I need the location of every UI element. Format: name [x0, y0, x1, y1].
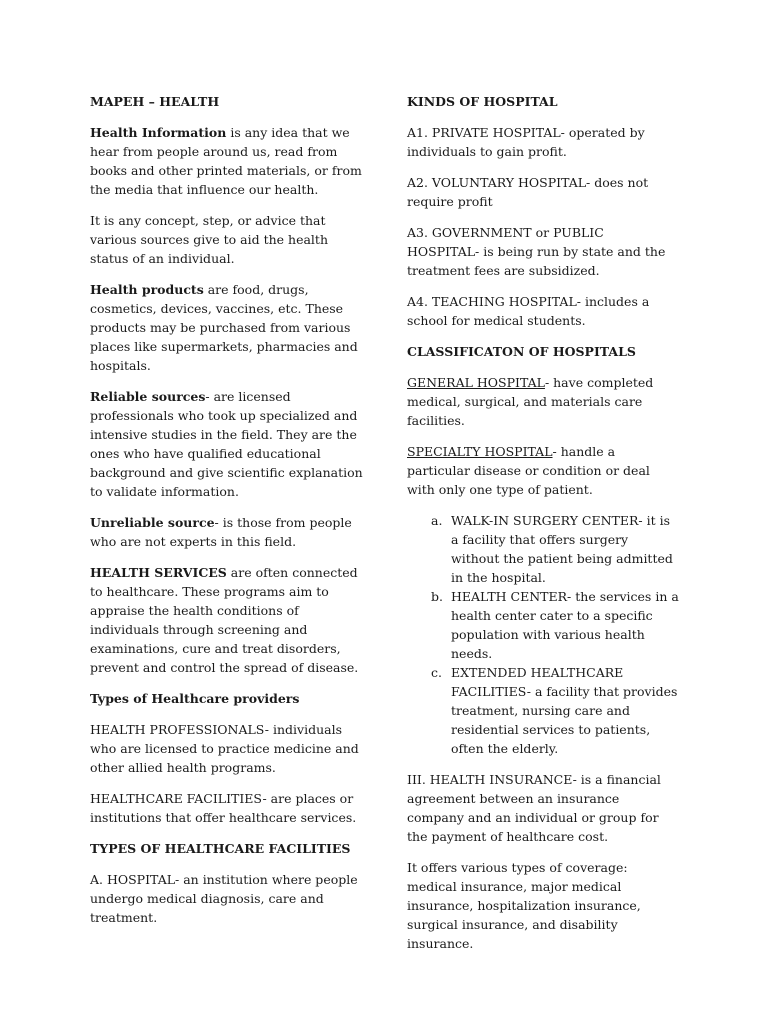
definition-text: are food, drugs, cosmetics, devices, vaccines, etc. These products may be purchased from various places like supermarkets, pharmacies and hospitals. [90, 282, 358, 373]
list-marker: a. [431, 513, 443, 528]
concept-paragraph: It is any concept, step, or advice that various sources give to aid the health status of an individual. [90, 213, 329, 266]
unreliable-source-paragraph [90, 513, 366, 551]
health-services-paragraph [90, 563, 366, 677]
list-marker: b. [431, 589, 443, 604]
health-information-paragraph [90, 123, 366, 199]
left-column [90, 92, 366, 939]
reliable-sources-paragraph [90, 387, 366, 501]
list-item-text: WALK-IN SURGERY CENTER- it is a facility that offers surgery without the patient being admitted in the hospital. [451, 513, 673, 585]
definition-text: are often connected to healthcare. These programs aim to appraise the health conditions of individuals through screening and examinations, cure and treat disorders, prevent and control the spread of disease. [90, 565, 359, 675]
list-marker: c. [431, 665, 442, 680]
hospital-paragraph: A. HOSPITAL- an institution where people undergo medical diagnosis, care and treatment. [90, 872, 358, 925]
term-health-products: Health products [90, 282, 204, 297]
term-general-hospital: GENERAL HOSPITAL [407, 375, 545, 390]
voluntary-hospital-paragraph: A2. VOLUNTARY HOSPITAL- does not require profit [407, 175, 649, 209]
heading-classification-of-hospitals: CLASSIFICATON OF HOSPITALS [407, 344, 636, 359]
heading-healthcare-facilities: TYPES OF HEALTHCARE FACILITIES [90, 841, 351, 856]
health-products-paragraph [90, 280, 366, 375]
list-item-text: HEALTH CENTER- the services in a health center cater to a specific population with various health needs. [451, 589, 679, 661]
definition-text: - are licensed professionals who took up specialized and intensive studies in the field. They are the ones who have qualified educational background and give scientific explanation to validate information. [90, 389, 363, 499]
health-professionals-paragraph: HEALTH PROFESSIONALS- individuals who are licensed to practice medicine and other allied health programs. [90, 722, 359, 775]
coverage-paragraph: It offers various types of coverage: medical insurance, major medical insurance, hospitalization insurance, surgical insurance, and disability insurance. [407, 860, 641, 951]
specialty-hospital-paragraph [407, 442, 679, 499]
definition-text: is any idea that we hear from people around us, read from books and other printed materials, or from the media that influence our health. [90, 125, 362, 197]
heading-kinds-of-hospital: KINDS OF HOSPITAL [407, 94, 558, 109]
term-health-information: Health Information [90, 125, 227, 140]
specialty-list [407, 511, 679, 758]
list-item-text: EXTENDED HEALTHCARE FACILITIES- a facility that provides treatment, nursing care and residential services to patients, often the elderly. [451, 665, 678, 756]
health-insurance-paragraph: III. HEALTH INSURANCE- is a financial agreement between an insurance company and an individual or group for the payment of healthcare cost. [407, 772, 661, 844]
government-hospital-paragraph: A3. GOVERNMENT or PUBLIC HOSPITAL- is being run by state and the treatment fees are subsidized. [407, 225, 666, 278]
definition-text: - handle a particular disease or condition or deal with only one type of patient. [407, 444, 650, 497]
list-item [407, 663, 679, 758]
heading-healthcare-providers: Types of Healthcare providers [90, 691, 300, 706]
term-health-services: HEALTH SERVICES [90, 565, 227, 580]
private-hospital-paragraph: A1. PRIVATE HOSPITAL- operated by individuals to gain profit. [407, 125, 645, 159]
term-specialty-hospital: SPECIALTY HOSPITAL [407, 444, 553, 459]
term-unreliable-source: Unreliable source [90, 515, 215, 530]
list-item [407, 511, 679, 587]
healthcare-facilities-paragraph: HEALTHCARE FACILITIES- are places or institutions that offer healthcare services. [90, 791, 357, 825]
definition-text: - is those from people who are not experts in this field. [90, 515, 352, 549]
teaching-hospital-paragraph: A4. TEACHING HOSPITAL- includes a school for medical students. [407, 294, 650, 328]
general-hospital-paragraph [407, 373, 679, 430]
list-item [407, 587, 679, 663]
document-title: MAPEH – HEALTH [90, 94, 220, 109]
right-column [407, 92, 679, 965]
term-reliable-sources: Reliable sources [90, 389, 206, 404]
definition-text: - have completed medical, surgical, and materials care facilities. [407, 375, 654, 428]
